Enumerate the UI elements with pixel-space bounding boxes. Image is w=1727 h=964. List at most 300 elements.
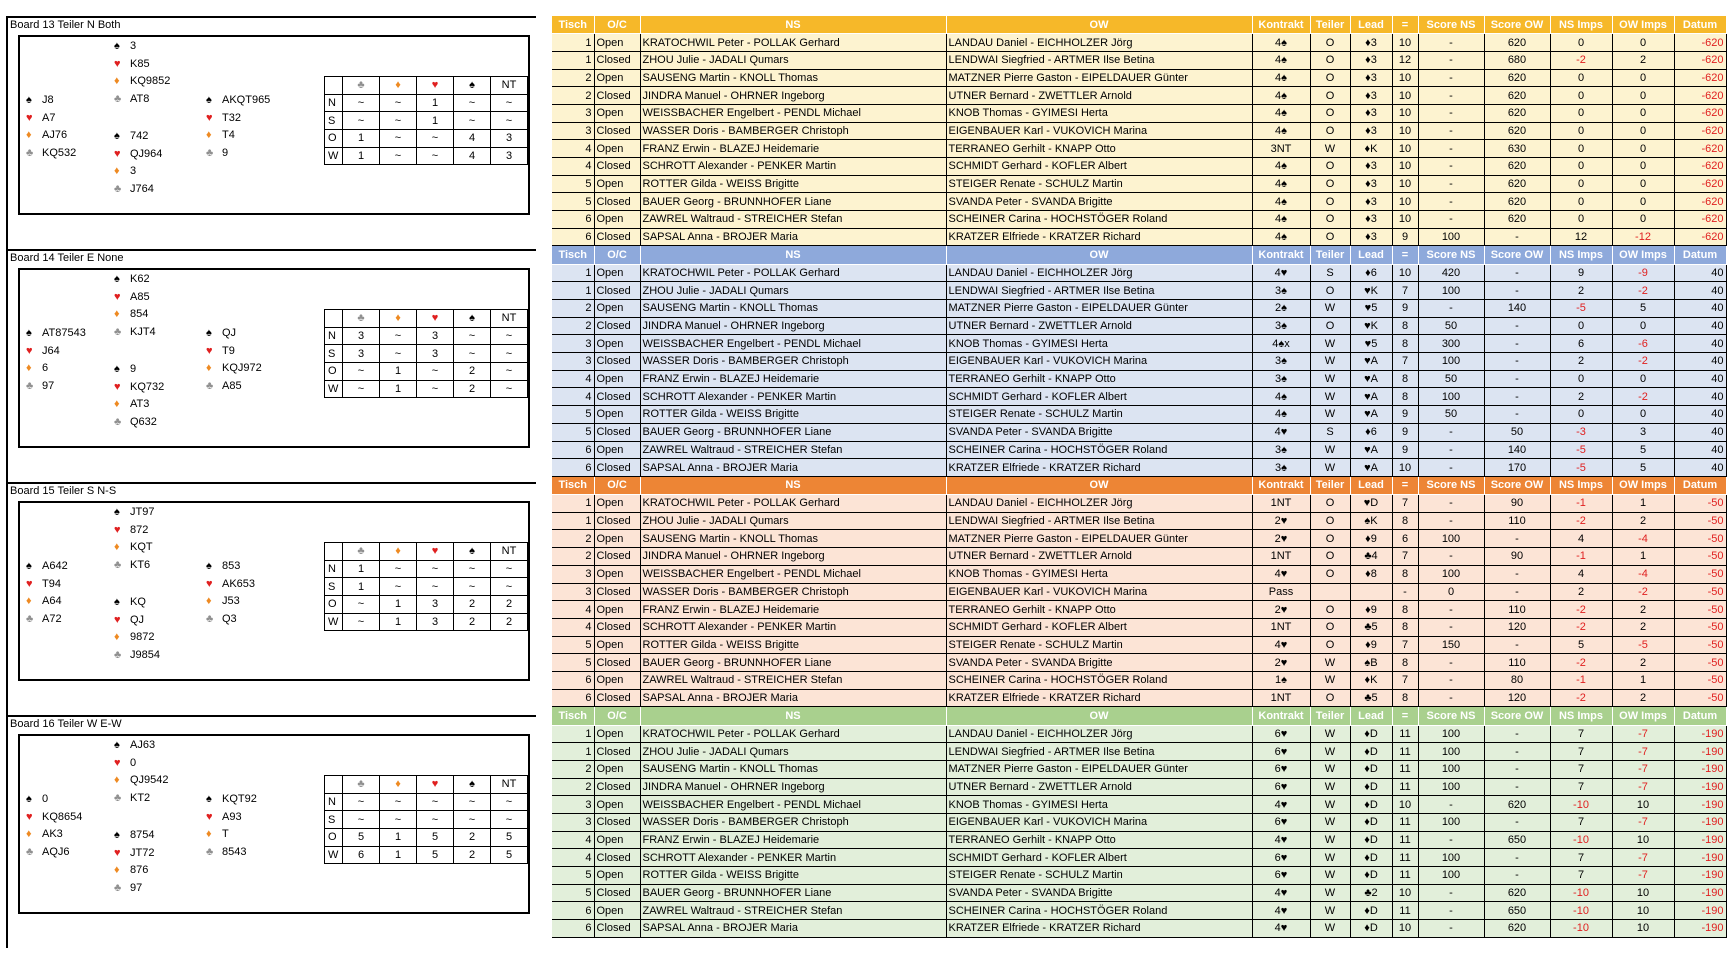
diamond-icon: ♦	[26, 362, 32, 375]
card-holding: KQ	[130, 596, 146, 608]
column-header-ns: NS	[640, 707, 946, 725]
makeable-cell: 3	[491, 147, 528, 165]
makeable-header-cell: NT	[491, 77, 528, 95]
card-holding: 853	[222, 560, 241, 572]
cell-tisch: 6	[552, 902, 594, 920]
column-header-oc: O/C	[594, 16, 640, 34]
column-header-ow: OW	[946, 707, 1252, 725]
hand-east	[206, 558, 255, 628]
cell-score-ow: 90	[1484, 495, 1550, 513]
heart-icon: ♥	[114, 290, 121, 303]
card-holding: KQ8654	[42, 810, 83, 823]
cell-lead: ♦K	[1350, 671, 1392, 689]
hand-suit-line	[114, 647, 160, 665]
cell-tisch: 2	[552, 317, 594, 335]
cell-kontrakt: 6♥	[1252, 778, 1310, 796]
cell-teiler: W	[1310, 388, 1350, 406]
cell-ow-imps: 2	[1612, 618, 1674, 636]
cell-ow: EIGENBAUER Karl - VUKOVICH Marina	[946, 583, 1252, 601]
cell-ns: FRANZ Erwin - BLAZEJ Heidemarie	[640, 601, 946, 619]
cell-datum: -620	[1674, 175, 1726, 193]
cell-oc: Closed	[594, 920, 640, 938]
card-holding: 8543	[222, 845, 247, 858]
cell-lead: ♦3	[1350, 34, 1392, 52]
column-header-ns-imps: NS Imps	[1550, 16, 1612, 34]
spade-icon: ♠	[26, 560, 32, 572]
hand-suit-line	[206, 844, 257, 862]
cell-kontrakt: 2♠	[1252, 300, 1310, 318]
card-holding: AK3	[42, 828, 63, 841]
spade-icon: ♠	[114, 739, 120, 751]
card-holding: T94	[42, 577, 61, 590]
cell-oc: Open	[594, 530, 640, 548]
cell-teiler: O	[1310, 548, 1350, 566]
spade-icon: ♠	[26, 94, 32, 106]
cell-score-ow: 110	[1484, 601, 1550, 619]
cell-ow-imps: 5	[1612, 441, 1674, 459]
cell-ns: KRATOCHWIL Peter - POLLAK Gerhard	[640, 264, 946, 282]
cell-teiler: W	[1310, 300, 1350, 318]
cell-ow: MATZNER Pierre Gaston - EIPELDAUER Günter	[946, 760, 1252, 778]
cell-score-ow: 170	[1484, 459, 1550, 477]
cell-teiler: W	[1310, 370, 1350, 388]
cell-teiler: W	[1310, 849, 1350, 867]
result-row	[552, 565, 1726, 583]
cell-oc: Closed	[594, 87, 640, 105]
cell-lead: ♦6	[1350, 423, 1392, 441]
cell-ow-imps: -7	[1612, 813, 1674, 831]
makeable-cell: ~	[417, 560, 454, 578]
cell-datum: -50	[1674, 654, 1726, 672]
cell-datum: -620	[1674, 211, 1726, 229]
cell-tisch: 6	[552, 920, 594, 938]
cell-score-ns: 100	[1418, 530, 1484, 548]
hand-suit-line	[206, 325, 262, 343]
hand-suit-line	[114, 629, 160, 647]
column-header-ns: NS	[640, 16, 946, 34]
cell-score-ns: 300	[1418, 335, 1484, 353]
cell-ow: STEIGER Renate - SCHULZ Martin	[946, 636, 1252, 654]
cell-tricks: 12	[1392, 51, 1418, 69]
card-holding: Q632	[130, 415, 157, 428]
result-row	[552, 51, 1726, 69]
hand-suit-line	[26, 343, 86, 361]
hand-suit-line	[114, 594, 160, 612]
makeable-cell: ~	[380, 793, 417, 811]
cell-datum: -50	[1674, 689, 1726, 707]
hand-suit-line	[114, 539, 154, 557]
cell-lead: ♠K	[1350, 512, 1392, 530]
card-holding: JT72	[130, 846, 155, 859]
cell-teiler: W	[1310, 353, 1350, 371]
cell-tisch: 3	[552, 335, 594, 353]
card-holding: T	[222, 828, 229, 841]
cell-lead	[1350, 583, 1392, 601]
cell-ow-imps: 2	[1612, 689, 1674, 707]
cell-oc: Open	[594, 335, 640, 353]
cell-tricks: 7	[1392, 495, 1418, 513]
card-holding: T4	[222, 129, 235, 142]
makeable-cell: ~	[454, 811, 491, 829]
cell-datum: -190	[1674, 760, 1726, 778]
cell-kontrakt: 4♠	[1252, 406, 1310, 424]
cell-ow: SCHEINER Carina - HOCHSTÖGER Roland	[946, 441, 1252, 459]
cell-ns-imps: -2	[1550, 512, 1612, 530]
cell-score-ns: 50	[1418, 317, 1484, 335]
cell-tisch: 5	[552, 406, 594, 424]
cell-teiler: W	[1310, 920, 1350, 938]
cell-score-ns: 420	[1418, 264, 1484, 282]
card-holding: AJ76	[42, 129, 68, 142]
hand-suit-line	[206, 593, 255, 611]
column-header-tisch: Tisch	[552, 16, 594, 34]
cell-tisch: 1	[552, 51, 594, 69]
cell-score-ow: 120	[1484, 618, 1550, 636]
cell-ns-imps: 7	[1550, 778, 1612, 796]
cell-tisch: 2	[552, 760, 594, 778]
makeable-header-row	[325, 310, 528, 328]
cell-datum: 40	[1674, 459, 1726, 477]
heart-icon: ♥	[114, 57, 121, 70]
column-header-teiler: Teiler	[1310, 477, 1350, 495]
card-holding: AK653	[222, 577, 256, 590]
cell-ns: SAUSENG Martin - KNOLL Thomas	[640, 69, 946, 87]
cell-ow-imps: 0	[1612, 122, 1674, 140]
cell-lead: ♥K	[1350, 282, 1392, 300]
cell-score-ow: 680	[1484, 51, 1550, 69]
hand-suit-line	[114, 324, 156, 342]
cell-tisch: 4	[552, 618, 594, 636]
cell-datum: 40	[1674, 423, 1726, 441]
makeable-cell: ~	[343, 94, 380, 112]
cell-score-ow: 620	[1484, 796, 1550, 814]
cell-score-ow: -	[1484, 778, 1550, 796]
result-row	[552, 548, 1726, 566]
cell-ns: SAUSENG Martin - KNOLL Thomas	[640, 300, 946, 318]
cell-tricks: 9	[1392, 228, 1418, 246]
card-holding: KQ9852	[130, 75, 171, 88]
cell-tricks: 8	[1392, 335, 1418, 353]
makeable-cell: 3	[417, 613, 454, 631]
column-header-score-ow: Score OW	[1484, 707, 1550, 725]
card-holding: 9872	[130, 631, 155, 644]
column-header-teiler: Teiler	[1310, 707, 1350, 725]
column-header-tisch: Tisch	[552, 707, 594, 725]
cell-ow: EIGENBAUER Karl - VUKOVICH Marina	[946, 122, 1252, 140]
cell-datum: -620	[1674, 104, 1726, 122]
makeable-cell: 2	[454, 613, 491, 631]
cell-datum: 40	[1674, 335, 1726, 353]
cell-kontrakt: 1NT	[1252, 548, 1310, 566]
cell-ns: KRATOCHWIL Peter - POLLAK Gerhard	[640, 725, 946, 743]
cell-tricks: 11	[1392, 849, 1418, 867]
cell-oc: Closed	[594, 743, 640, 761]
cell-oc: Open	[594, 601, 640, 619]
makeable-header-row	[325, 543, 528, 561]
column-header-tricks: =	[1392, 16, 1418, 34]
cell-teiler: O	[1310, 689, 1350, 707]
cell-score-ns: -	[1418, 671, 1484, 689]
hand-south	[114, 361, 164, 431]
cell-ow: KRATZER Elfriede - KRATZER Richard	[946, 228, 1252, 246]
cell-ns: SAPSAL Anna - BROJER Maria	[640, 228, 946, 246]
cell-teiler: W	[1310, 796, 1350, 814]
cell-tricks: 10	[1392, 69, 1418, 87]
makeable-cell: ~	[380, 327, 417, 345]
makeable-cell: N	[325, 327, 343, 345]
result-row	[552, 104, 1726, 122]
cell-tricks: 9	[1392, 423, 1418, 441]
cell-ow-imps: 0	[1612, 317, 1674, 335]
cell-score-ns: -	[1418, 69, 1484, 87]
card-holding: A85	[130, 290, 150, 303]
makeable-cell: ~	[380, 130, 417, 148]
hand-north	[114, 504, 154, 574]
cell-teiler: O	[1310, 158, 1350, 176]
result-row	[552, 282, 1726, 300]
makeable-cell: 5	[417, 829, 454, 847]
cell-kontrakt: 1NT	[1252, 495, 1310, 513]
result-row	[552, 689, 1726, 707]
hand-south	[114, 128, 162, 198]
column-header-ns-imps: NS Imps	[1550, 477, 1612, 495]
makeable-cell: 3	[491, 130, 528, 148]
cell-teiler: W	[1310, 725, 1350, 743]
card-holding: K62	[130, 273, 150, 285]
column-header-score-ow: Score OW	[1484, 246, 1550, 264]
cell-ns: KRATOCHWIL Peter - POLLAK Gerhard	[640, 495, 946, 513]
column-header-ow-imps: OW Imps	[1612, 707, 1674, 725]
card-holding: J9854	[130, 648, 160, 661]
hand-suit-line	[26, 576, 68, 594]
cell-tricks: 8	[1392, 601, 1418, 619]
result-row	[552, 317, 1726, 335]
cell-ow-imps: -12	[1612, 228, 1674, 246]
result-row	[552, 831, 1726, 849]
cell-datum: 40	[1674, 264, 1726, 282]
diamond-icon: ♦	[114, 165, 120, 178]
cell-teiler: O	[1310, 193, 1350, 211]
cell-oc: Closed	[594, 317, 640, 335]
cell-tricks: 8	[1392, 565, 1418, 583]
cell-kontrakt: 3♠	[1252, 441, 1310, 459]
cell-tricks: 10	[1392, 193, 1418, 211]
cell-kontrakt: 4♥	[1252, 565, 1310, 583]
cell-lead: ♣5	[1350, 618, 1392, 636]
cell-score-ow: 620	[1484, 122, 1550, 140]
cell-ns-imps: 2	[1550, 388, 1612, 406]
cell-tisch: 5	[552, 867, 594, 885]
cell-ow-imps: -2	[1612, 353, 1674, 371]
cell-ns-imps: 0	[1550, 370, 1612, 388]
makeable-cell: O	[325, 829, 343, 847]
cell-tisch: 1	[552, 512, 594, 530]
makeable-cell: ~	[343, 380, 380, 398]
hand-suit-line	[26, 844, 82, 862]
cell-ow-imps: 0	[1612, 406, 1674, 424]
makeable-header-cell: ♦	[380, 77, 417, 95]
cell-ow: MATZNER Pierre Gaston - EIPELDAUER Günter	[946, 300, 1252, 318]
cell-ns: WASSER Doris - BAMBERGER Christoph	[640, 122, 946, 140]
cell-tisch: 6	[552, 228, 594, 246]
cell-lead: ♦3	[1350, 211, 1392, 229]
cell-tricks: 7	[1392, 671, 1418, 689]
hand-suit-line	[114, 755, 169, 773]
cell-tisch: 3	[552, 565, 594, 583]
card-holding: 6	[42, 362, 49, 375]
cell-ns: FRANZ Erwin - BLAZEJ Heidemarie	[640, 831, 946, 849]
cell-ow-imps: 0	[1612, 34, 1674, 52]
cell-ow: MATZNER Pierre Gaston - EIPELDAUER Günter	[946, 530, 1252, 548]
cell-ow: UTNER Bernard - ZWETTLER Arnold	[946, 778, 1252, 796]
cell-ow-imps: -7	[1612, 778, 1674, 796]
cell-score-ow: -	[1484, 743, 1550, 761]
card-holding: AKQT965	[222, 94, 271, 106]
cell-datum: -620	[1674, 34, 1726, 52]
makeable-header-cell: ♥	[417, 543, 454, 561]
cell-kontrakt: 4♠	[1252, 211, 1310, 229]
cell-ow-imps: 10	[1612, 884, 1674, 902]
cell-kontrakt: 4♠	[1252, 34, 1310, 52]
cell-kontrakt: 6♥	[1252, 743, 1310, 761]
hand-suit-line	[206, 826, 257, 844]
cell-score-ns: -	[1418, 902, 1484, 920]
club-icon: ♣	[206, 146, 214, 159]
cell-score-ns: 100	[1418, 813, 1484, 831]
cell-ow: STEIGER Renate - SCHULZ Martin	[946, 406, 1252, 424]
column-header-lead: Lead	[1350, 16, 1392, 34]
hand-suit-line	[26, 611, 68, 629]
cell-ns-imps: -2	[1550, 654, 1612, 672]
cell-score-ow: 620	[1484, 69, 1550, 87]
cell-ns: ZAWREL Waltraud - STREICHER Stefan	[640, 441, 946, 459]
cell-ns-imps: 0	[1550, 193, 1612, 211]
makeable-header-cell: NT	[491, 776, 528, 794]
cell-teiler: O	[1310, 618, 1350, 636]
cell-tisch: 6	[552, 441, 594, 459]
cell-score-ow: 620	[1484, 158, 1550, 176]
card-holding: 97	[42, 379, 55, 392]
makeable-cell: ~	[491, 811, 528, 829]
cell-ow: LENDWAI Siegfried - ARTMER Ilse Betina	[946, 743, 1252, 761]
hand-suit-line	[26, 558, 68, 576]
cell-ns: BAUER Georg - BRUNNHOFER Liane	[640, 884, 946, 902]
column-header-kontrakt: Kontrakt	[1252, 246, 1310, 264]
cell-tricks: 7	[1392, 282, 1418, 300]
cell-tricks: 11	[1392, 867, 1418, 885]
club-icon: ♣	[114, 92, 122, 105]
card-holding: A64	[42, 595, 62, 608]
cell-ow: UTNER Bernard - ZWETTLER Arnold	[946, 317, 1252, 335]
cell-oc: Closed	[594, 388, 640, 406]
diamond-icon: ♦	[206, 129, 212, 142]
cell-oc: Closed	[594, 583, 640, 601]
makeable-cell: 5	[343, 829, 380, 847]
cell-ns: SCHROTT Alexander - PENKER Martin	[640, 388, 946, 406]
makeable-row	[325, 327, 528, 345]
cell-tricks: 8	[1392, 654, 1418, 672]
cell-ow-imps: -7	[1612, 725, 1674, 743]
card-holding: KJT4	[130, 325, 156, 338]
cell-oc: Open	[594, 34, 640, 52]
column-header-datum: Datum	[1674, 477, 1726, 495]
heart-icon: ♥	[206, 111, 213, 124]
cell-ow-imps: 0	[1612, 158, 1674, 176]
cell-oc: Open	[594, 671, 640, 689]
cell-oc: Open	[594, 495, 640, 513]
cell-ns: ZHOU Julie - JADALI Qumars	[640, 512, 946, 530]
cell-score-ns: 0	[1418, 583, 1484, 601]
makeable-cell: 5	[491, 829, 528, 847]
cell-score-ow: 620	[1484, 104, 1550, 122]
cell-ns: ZAWREL Waltraud - STREICHER Stefan	[640, 211, 946, 229]
result-row	[552, 778, 1726, 796]
club-icon: ♣	[26, 612, 34, 625]
hand-suit-line	[206, 378, 262, 396]
cell-ns: ZHOU Julie - JADALI Qumars	[640, 51, 946, 69]
cell-tisch: 5	[552, 654, 594, 672]
cell-ow-imps: 1	[1612, 671, 1674, 689]
cell-oc: Open	[594, 565, 640, 583]
cell-score-ns: -	[1418, 618, 1484, 636]
cell-ow: KRATZER Elfriede - KRATZER Richard	[946, 689, 1252, 707]
cell-oc: Open	[594, 264, 640, 282]
makeable-cell: ~	[491, 327, 528, 345]
column-header-kontrakt: Kontrakt	[1252, 16, 1310, 34]
makeable-cell: 2	[454, 363, 491, 381]
cell-ns: JINDRA Manuel - OHRNER Ingeborg	[640, 317, 946, 335]
cell-datum: -50	[1674, 671, 1726, 689]
card-holding: 3	[130, 40, 137, 52]
hand-east	[206, 325, 262, 395]
cell-datum: -50	[1674, 601, 1726, 619]
result-row	[552, 867, 1726, 885]
makeable-header-cell: ♦	[380, 310, 417, 328]
cell-tisch: 6	[552, 459, 594, 477]
hand-suit-line	[114, 772, 169, 790]
cell-oc: Closed	[594, 423, 640, 441]
makeable-cell: 1	[343, 560, 380, 578]
cell-teiler: W	[1310, 441, 1350, 459]
hand-north	[114, 271, 156, 341]
makeable-cell: 2	[454, 596, 491, 614]
makeable-header-cell	[325, 77, 343, 95]
hand-suit-line	[114, 845, 154, 863]
cell-lead: ♥A	[1350, 441, 1392, 459]
cell-ow: KNOB Thomas - GYIMESI Herta	[946, 335, 1252, 353]
cell-ow-imps: -5	[1612, 636, 1674, 654]
makeable-contracts-table	[324, 775, 528, 864]
cell-teiler: O	[1310, 87, 1350, 105]
cell-ow: SVANDA Peter - SVANDA Brigitte	[946, 193, 1252, 211]
result-row	[552, 388, 1726, 406]
cell-teiler: W	[1310, 459, 1350, 477]
makeable-cell: 1	[380, 363, 417, 381]
cell-oc: Open	[594, 831, 640, 849]
cell-score-ns: -	[1418, 87, 1484, 105]
cell-tricks: -	[1392, 583, 1418, 601]
cell-kontrakt: 4♠	[1252, 228, 1310, 246]
cell-kontrakt: 4♥	[1252, 831, 1310, 849]
cell-ow-imps: 10	[1612, 902, 1674, 920]
cell-score-ns: 100	[1418, 743, 1484, 761]
cell-ow: SCHMIDT Gerhard - KOFLER Albert	[946, 618, 1252, 636]
cell-tricks: 8	[1392, 370, 1418, 388]
hand-suit-line	[114, 737, 169, 755]
result-row	[552, 813, 1726, 831]
cell-ns: ROTTER Gilda - WEISS Brigitte	[640, 636, 946, 654]
cell-oc: Closed	[594, 193, 640, 211]
